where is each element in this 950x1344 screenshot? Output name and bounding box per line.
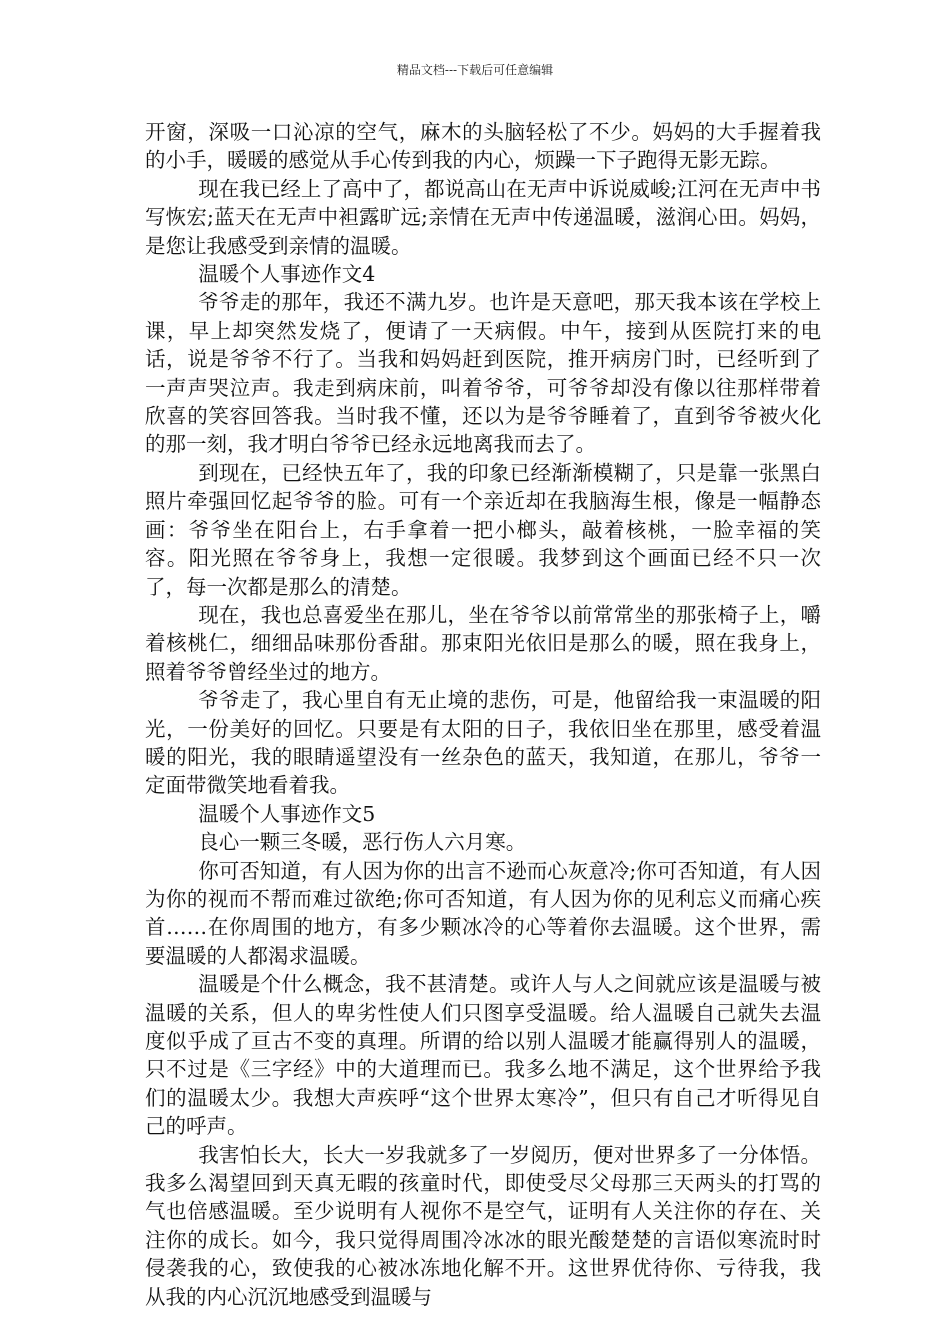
paragraph: 爷爷走的那年，我还不满九岁。也许是天意吧，那天我本该在学校上课，早上却突然发烧了，便请了一天病假。中午，接到从医院打来的电话，说是爷爷不行了。当我和妈妈赶到医院，推开病房门时，已经听到了一声声哭泣声。我走到病床前，叫着爷爷，可爷爷却没有像以往那样带着欣喜的笑容回答我。当时我不懂，还以为是爷爷睡着了，直到爷爷被火化的那一刻，我才明白爷爷已经永远地离我而去了。 (145, 290, 821, 457)
document-body (145, 118, 821, 1311)
paragraph: 你可否知道，有人因为你的出言不逊而心灰意冷;你可否知道，有人因为你的视而不帮而难过欲绝;你可否知道，有人因为你的见利忘义而痛心疾首……在你周围的地方，有多少颗冰冷的心等着你去温暖。这个世界，需要温暖的人都渴求温暖。 (145, 858, 821, 968)
page-header: 精品文档---下载后可任意编辑 (396, 63, 554, 77)
section-heading: 温暖个人事迹作文5 (198, 801, 376, 826)
paragraph: 良心一颗三冬暖，恶行伤人六月寒。 (198, 830, 527, 855)
paragraph: 现在，我也总喜爱坐在那儿，坐在爷爷以前常常坐的那张椅子上，嚼着核桃仁，细细品味那份香甜。那束阳光依旧是那么的暖，照在我身上，照着爷爷曾经坐过的地方。 (145, 602, 821, 684)
paragraph: 我害怕长大，长大一岁我就多了一岁阅历，便对世界多了一分体悟。我多么渴望回到天真无暇的孩童时代，即使受尽父母那三天两头的打骂的气也倍感温暖。至少说明有人视你不是空气，证明有人关注你的存在、关注你的成长。如今，我只觉得周围冷冰冰的眼光酸楚楚的言语似寒流时时侵袭我的心，致使我的心被冰冻地化解不开。这世界优待你、亏待我，我从我的内心沉沉地感受到温暖与 (145, 1142, 821, 1309)
paragraph: 现在我已经上了高中了，都说高山在无声中诉说威峻;江河在无声中书写恢宏;蓝天在无声中袒露旷远;亲情在无声中传递温暖，滋润心田。妈妈，是您让我感受到亲情的温暖。 (145, 176, 821, 258)
paragraph: 爷爷走了，我心里自有无止境的悲伤，可是，他留给我一束温暖的阳光，一份美好的回忆。只要是有太阳的日子，我依旧坐在那里，感受着温暖的阳光，我的眼睛遥望没有一丝杂色的蓝天，我知道，在那儿，爷爷一定面带微笑地看着我。 (145, 688, 821, 798)
paragraph: 开窗，深吸一口沁凉的空气，麻木的头脑轻松了不少。妈妈的大手握着我的小手，暖暖的感觉从手心传到我的内心，烦躁一下子跑得无影无踪。 (145, 120, 821, 173)
paragraph: 温暖是个什么概念，我不甚清楚。或许人与人之间就应该是温暖与被温暖的关系，但人的卑劣性使人们只图享受温暖。给人温暖自己就失去温度似乎成了亘古不变的真理。所谓的给以别人温暖才能赢得别人的温暖，只不过是《三字经》中的大道理而已。我多么地不满足，这个世界给予我们的温暖太少。我想大声疾呼“这个世界太寒冷”，但只有自己才听得见自己的呼声。 (145, 972, 821, 1139)
section-heading: 温暖个人事迹作文4 (198, 262, 376, 287)
paragraph: 到现在，已经快五年了，我的印象已经渐渐模糊了，只是靠一张黑白照片牵强回忆起爷爷的脸。可有一个亲近却在我脑海生根，像是一幅静态画：爷爷坐在阳台上，右手拿着一把小榔头，敲着核桃，一脸幸福的笑容。阳光照在爷爷身上，我想一定很暖。我梦到这个画面已经不只一次了，每一次都是那么的清楚。 (145, 460, 821, 599)
